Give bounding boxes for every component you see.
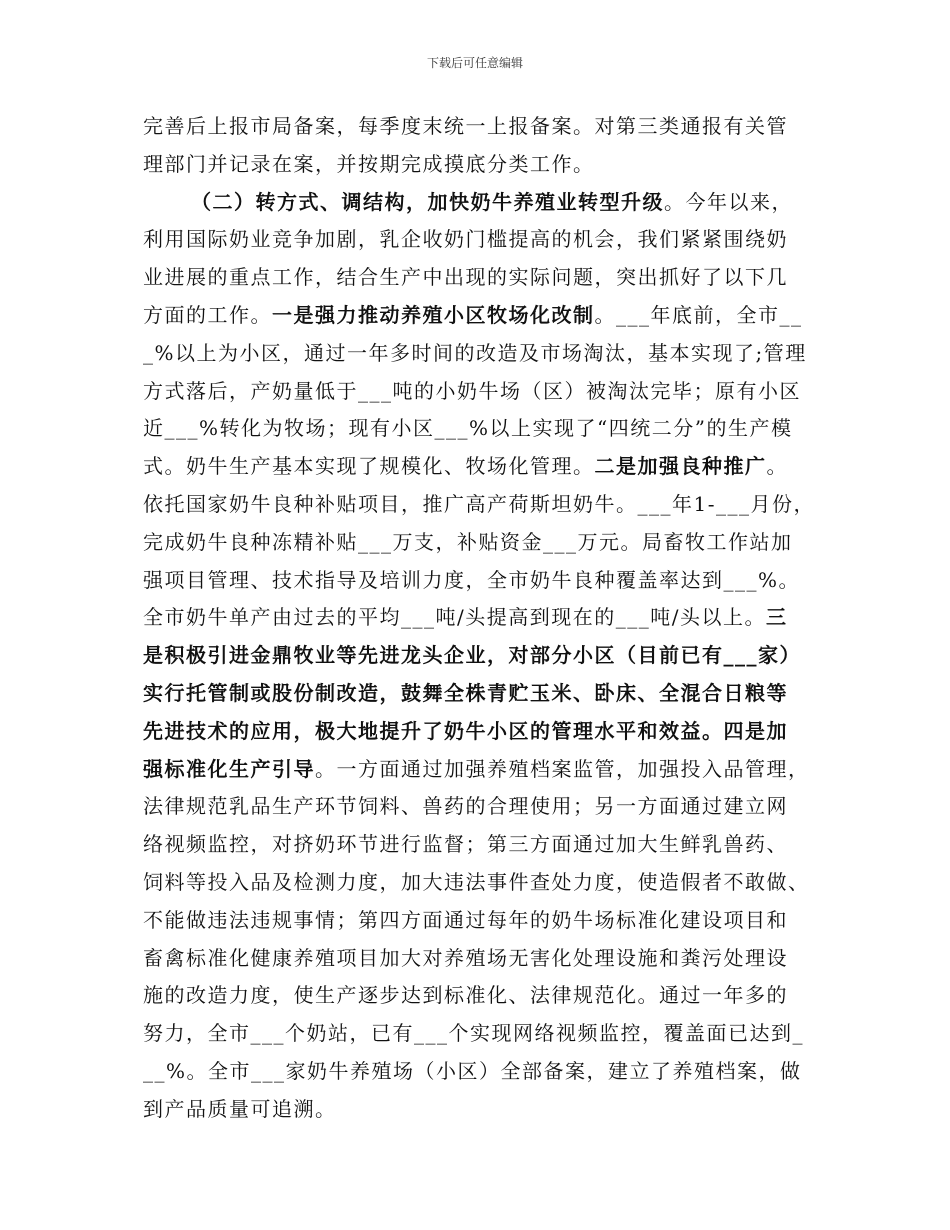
- text-line: [143, 410, 823, 448]
- text-run: 法律规范乳品生产环节饲料、兽药的合理使用；另一方面通过建立网: [143, 794, 788, 819]
- bold-phrase: 是积极引进金鼎牧业等先进龙头企业，对部分小区（目前已有___家）: [143, 643, 801, 668]
- text-run: 到产品质量可追溯。: [143, 1096, 337, 1121]
- text-run: _%以上为小区，通过一年多时间的改造及市场淘汰，基本实现了;管理: [143, 340, 807, 365]
- bold-phrase: 强标准化生产引导: [143, 756, 315, 781]
- text-run: 方面的工作。: [143, 302, 272, 327]
- bold-phrase: 一是强力推动养殖小区牧场化改制: [272, 302, 595, 327]
- text-run: 理部门并记录在案，并按期完成摸底分类工作。: [143, 151, 595, 176]
- text-line: [143, 940, 823, 978]
- text-line: [143, 524, 823, 562]
- section-heading-line: [143, 184, 823, 222]
- text-line: [143, 864, 823, 902]
- text-run: 全市奶牛单产由过去的平均___吨/头提高到现在的___吨/头以上。: [143, 605, 766, 630]
- text-line: [143, 713, 823, 751]
- text-run: 饲料等投入品及检测力度，加大违法事件查处力度，使造假者不敢做、: [143, 869, 810, 894]
- text-run: 。: [766, 454, 788, 479]
- bold-phrase: 二是加强良种推广: [594, 454, 767, 479]
- text-line: [143, 146, 823, 184]
- text-run: 。今年以来，: [664, 189, 793, 214]
- text-run: 业进展的重点工作，结合生产中出现的实际问题，突出抓好了以下几: [143, 265, 788, 290]
- text-run: 式。奶牛生产基本实现了规模化、牧场化管理。: [143, 454, 595, 479]
- text-run: 依托国家奶牛良种补贴项目，推广高产荷斯坦奶牛。___年1-___月份，: [143, 491, 815, 516]
- text-run: 近___%转化为牧场；现有小区___%以上实现了“四统二分”的生产模: [143, 416, 793, 441]
- text-line: [143, 1015, 823, 1053]
- text-run: 努力，全市___个奶站，已有___个实现网络视频监控，覆盖面已达到_: [143, 1021, 804, 1046]
- document-body: [143, 108, 823, 1129]
- text-line: [143, 902, 823, 940]
- text-line: [143, 1091, 823, 1129]
- text-run: 方式落后，产奶量低于___吨的小奶牛场（区）被淘汰完毕；原有小区: [143, 378, 801, 403]
- text-run: 利用国际奶业竞争加剧，乳企收奶门槛提高的机会，我们紧紧围绕奶: [143, 227, 788, 252]
- text-run: __%。全市___家奶牛养殖场（小区）全部备案，建立了养殖档案，做: [143, 1058, 802, 1083]
- text-line: [143, 562, 823, 600]
- text-line: [143, 826, 823, 864]
- text-run: 不能做违法违规事情；第四方面通过每年的奶牛场标准化建设项目和: [143, 907, 788, 932]
- text-line: [143, 977, 823, 1015]
- text-line: [143, 788, 823, 826]
- text-run: 完善后上报市局备案，每季度末统一上报备案。对第三类通报有关管: [143, 114, 788, 138]
- text-line: [143, 448, 823, 486]
- text-line: [143, 637, 823, 675]
- text-line: [143, 486, 823, 524]
- text-run: 。一方面通过加强养殖档案监管，加强投入品管理，: [315, 756, 810, 781]
- text-line: [143, 599, 823, 637]
- text-run: 完成奶牛良种冻精补贴___万支，补贴资金___万元。局畜牧工作站加: [143, 529, 793, 554]
- text-line: [143, 297, 823, 335]
- text-line: [143, 108, 823, 146]
- bold-phrase: 四是加: [723, 718, 788, 743]
- text-line: [143, 1053, 823, 1091]
- text-line: [143, 373, 823, 411]
- text-run: 畜禽标准化健康养殖项目加大对养殖场无害化处理设施和粪污处理设: [143, 945, 788, 970]
- text-line: [143, 675, 823, 713]
- section-heading: （二）转方式、调结构，加快奶牛养殖业转型升级: [191, 189, 664, 214]
- text-line: [143, 751, 823, 789]
- page-header: 下载后可任意编辑: [426, 56, 523, 70]
- text-line: [143, 259, 823, 297]
- bold-phrase: 先进技术的应用，极大地提升了奶牛小区的管理水平和效益。: [143, 718, 724, 743]
- text-line: [143, 221, 823, 259]
- bold-phrase: 三: [765, 605, 788, 630]
- bold-phrase: 实行托管制或股份制改造，鼓舞全株青贮玉米、卧床、全混合日粮等: [143, 680, 788, 705]
- text-run: 络视频监控，对挤奶环节进行监督；第三方面通过加大生鲜乳兽药、: [143, 832, 788, 857]
- text-run: 施的改造力度，使生产逐步达到标准化、法律规范化。通过一年多的: [143, 983, 788, 1008]
- text-run: 强项目管理、技术指导及培训力度，全市奶牛良种覆盖率达到___%。: [143, 567, 801, 592]
- text-run: 。___年底前，全市__: [594, 302, 803, 327]
- text-line: [143, 335, 823, 373]
